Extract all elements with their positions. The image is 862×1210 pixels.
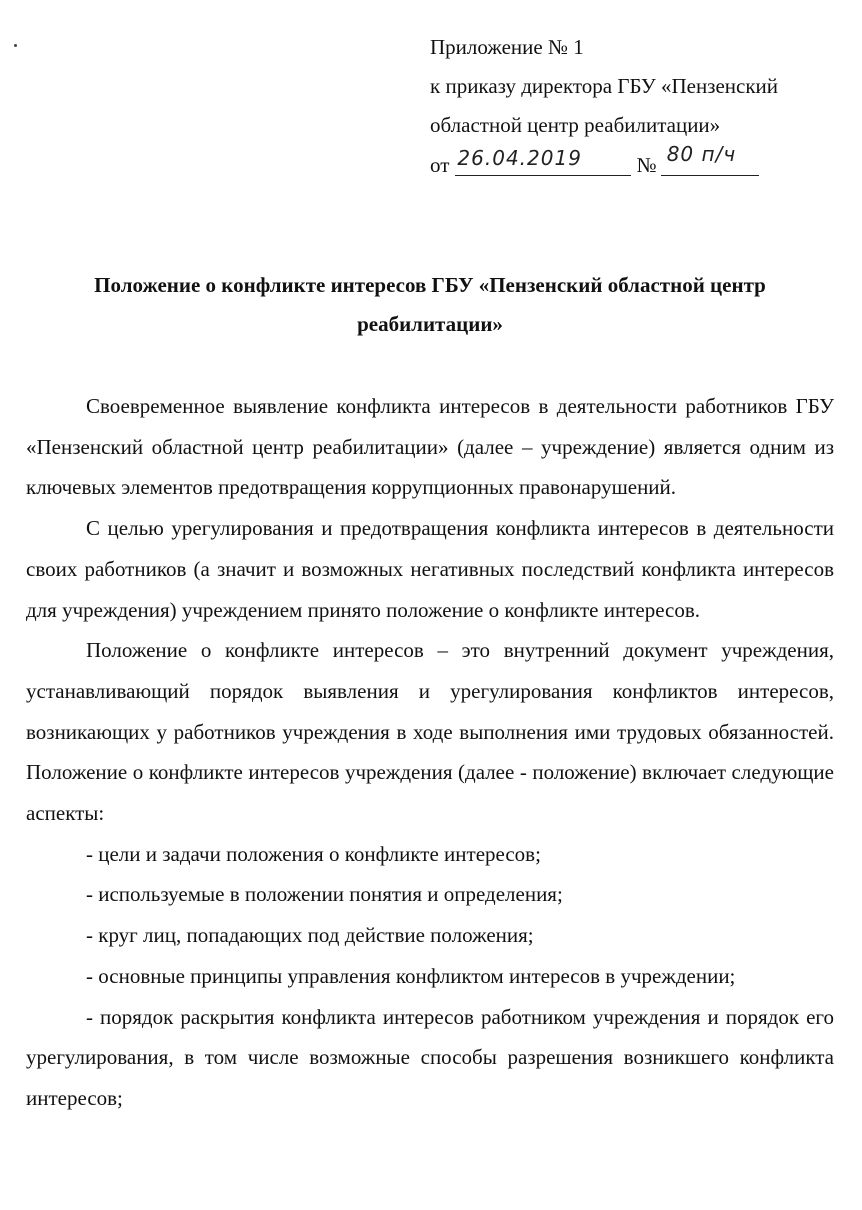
appendix-org-line: областной центр реабилитации» [430,113,721,137]
number-prefix: № [636,153,657,177]
date-prefix: от [430,153,450,177]
appendix-header [430,28,850,185]
paragraph-1: Своевременное выявление конфликта интересов в деятельности работников ГБУ «Пензенский областной центр реабилитации» (далее – учреждение) является одним из ключевых элементов предотвращения коррупционных правонарушений. [26,394,834,500]
document-body [26,386,834,1119]
paragraph-2: С целью урегулирования и предотвращения конфликта интересов в деятельности своих работников (а значит и возможных негативных последствий конфликта интересов для учреждения) учреждением принято положение о конфликте интересов. [26,516,834,622]
appendix-date-number-line [430,142,850,185]
list-item: - основные принципы управления конфликтом интересов в учреждении; [86,963,736,988]
document-title: Положение о конфликте интересов ГБУ «Пензенский областной центр реабилитации» [94,273,766,336]
list-item: - цели и задачи положения о конфликте интересов; [86,841,541,866]
paragraph-3: Положение о конфликте интересов – это внутренний документ учреждения, устанавливающий порядок выявления и урегулирования конфликтов интересов, возникающих у работников учреждения в ходе выполнения ими трудовых обязанностей. Положение о конфликте интересов учреждения (далее - положение) включает следующие аспекты: [26,638,834,826]
handwritten-number: 80 п/ч [666,142,737,166]
list-item: - используемые в положении понятия и определения; [86,882,563,907]
list-item: - круг лиц, попадающих под действие положения; [86,923,534,948]
date-field [455,145,631,176]
appendix-order-line: к приказу директора ГБУ «Пензенский [430,74,779,98]
list-item: - порядок раскрытия конфликта интересов работником учреждения и порядок его урегулирования, в том числе возможные способы разрешения возникшего конфликта интересов; [26,1004,834,1110]
number-field [661,142,759,176]
handwritten-date: 26.04.2019 [457,146,582,170]
appendix-number: Приложение № 1 [430,35,584,59]
scan-speck [14,44,17,47]
